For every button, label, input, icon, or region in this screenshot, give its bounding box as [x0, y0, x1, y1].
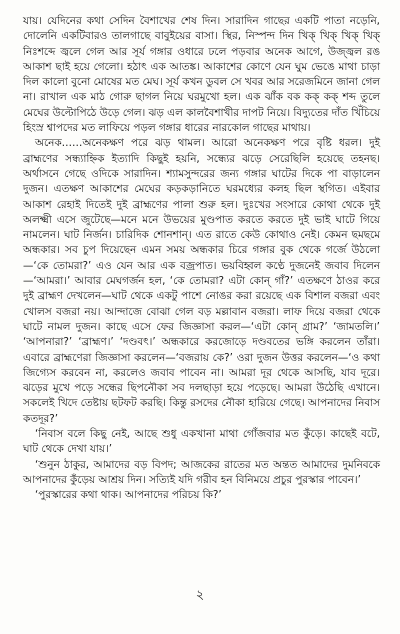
- body-text: [23, 14, 380, 504]
- paragraph-3: ‘নিবাস বলে কিছু নেই, আছে শুধু একখানা মাথা গোঁজবার মত কুঁড়ে। কাছেই বটে, ঘাট থেকে দেখা যায়।’: [23, 428, 380, 456]
- paragraph-1: যায়। যেদিনের কথা সেদিন বৈশাখের শেষ দিন। সারাদিন গাছের একটি পাতা নড়েনি, দোলেনি একটিবারও তালগাছে বাবুইয়ের বাসা। স্থির, নিস্পন্দ দিন খিক্ খিক্ খিক্ খিক্ নিঃশব্দে জ্বলে গেল আর সূর্য গঙ্গার ওধারে ঢলে পড়বার অনেক আগে, উজ্জ্বল রঙ আকাশ ছাই হয়ে গেলো। হঠাৎ এক আতঙ্ক। আকাশের কোণে যেন ঘুম ভেঙে মাথা চাড়া দিল কালো বুনো মোষের মত মেঘ। সূর্য কখন ডুবল সে খবর আর সরেজমিনে জানা গেল না। রাখাল এক মাঠ গোরু ছাগল নিয়ে ঘরমুখো হল। এক ঝাঁক বক কক্ কক্ শব্দ তুলে মেঘের উল্টোপিঠে উড়ে গেল। ঝড় এল কালবৈশাখীর দাপট নিয়ে। বিদ্যুতের দাঁত খিঁচিয়ে হিংস্র শ্বাপদের মত লাফিয়ে পড়ল গঙ্গার ধারের নারকোল গাছের মাথায়।: [23, 15, 380, 135]
- paragraph-5: ‘পুরস্কারের কথা থাক। আপনাদের পরিচয় কি?’: [35, 489, 222, 502]
- paragraph-4: ‘শুনুন ঠাকুর, আমাদের বড় বিপদ; আজকের রাতের মত অন্তত আমাদের দুমনিবকে আপনাদের কুঁড়েয় আশ্রয় দিন। সত্যিই যদি গরীব হন বিনিময়ে প্রচুর পুরস্কার পাবেন।’: [23, 458, 380, 486]
- paragraph-2: অনেক……অনেকক্ষণ পরে ঝড় থামল। আরো অনেকক্ষণ পরে বৃষ্টি ধরল। দুই ব্রাহ্মণের সন্ধ্যাহ্নিক ইত্যাদি কিছুই হয়নি, সন্ধ্যের ঝড়ে সেরেছিলি হয়েছে তহনছ। অর্থাসনে গেছে ওদিকে সারাদিন। শ্যামসুন্দরের জন্য গঙ্গার ঘাটের দিকে পা বাড়ালেন দুজন। এতক্ষণ আকাশের মেঘের কড়কড়ানিতে ঘরমধ্যের কলহ ছিল স্থগিত। এইবার আকাশ রেহাই দিতেই দুই ব্রাহ্মণের পালা শুরু হল। দুঃখের সংসারে কোথা থেকে দুই অলক্ষ্মী এসে জুটেছে—মনে মনে উভয়ের মুণ্ডপাত করতে করতে দুই ভাই ঘাটে গিয়ে নামলেন। ঘাট নির্জন। চারিদিক শোনশান্। এত রাতে কেউ কোথাও নেই। কেমন ছমছমে অন্ধকার। সব চুপ দিয়েছেন এমন সময় অন্ধকার চিরে গঙ্গার বুক থেকে গর্জে উঠলো—‘কে তোমরা?’ এও যেন আর এক বজ্রপাত। ভয়বিহ্বল কণ্ঠে দুজনেই জবাব দিলেন—‘আমরা।’ আবার মেঘগর্জন হল, ‘কে তোমরা? এটা কোন্ গাঁ?’ এতক্ষণে ঠাওর করে দুই ব্রাহ্মণ দেখলেন—ঘাট থেকে একটু পাশে নোঙর করা রয়েছে এক বিশাল বজরা এবং খোলস বজরা নয়। আন্দাজে বোঝা গেল বড় মল্লাবান বজরা। লাফ দিয়ে বজরা থেকে ঘাটে নামল দুজন। কাছে এসে ফের জিজ্ঞাসা করল—‘এটা কোন্ গ্রাম?’ ‘জামতলি।’ ‘আপনারা?’ ‘ব্রাহ্মণ।’ ‘দণ্ডবৎ।’ অন্ধকারে করজোড়ে দণ্ডবতের ভঙ্গি করলেন তাঁরা। এবারে ব্রাহ্মণেরা জিজ্ঞাসা করলেন—‘বজরায় কে?’ ওরা দুজন উত্তর করলেন—‘ও কথা জিগ্যেস করবেন না, করলেও জবাব পাবেন না। আমরা দূর থেকে আসছি, যাব দূরে। ঝড়ের মুখে পড়ে সন্ধের ছিপনৌকা সব দলছাড়া হয়ে পড়েছে। আমরা উঠেছি এখানে। সকলেই খিদে তেষ্টায় ছটফট করছি। কিন্তু রসদের নৌকা হারিয়ে গেছে। আপনাদের নিবাস কতদূর?’: [23, 137, 380, 425]
- page-number: ২: [195, 588, 205, 603]
